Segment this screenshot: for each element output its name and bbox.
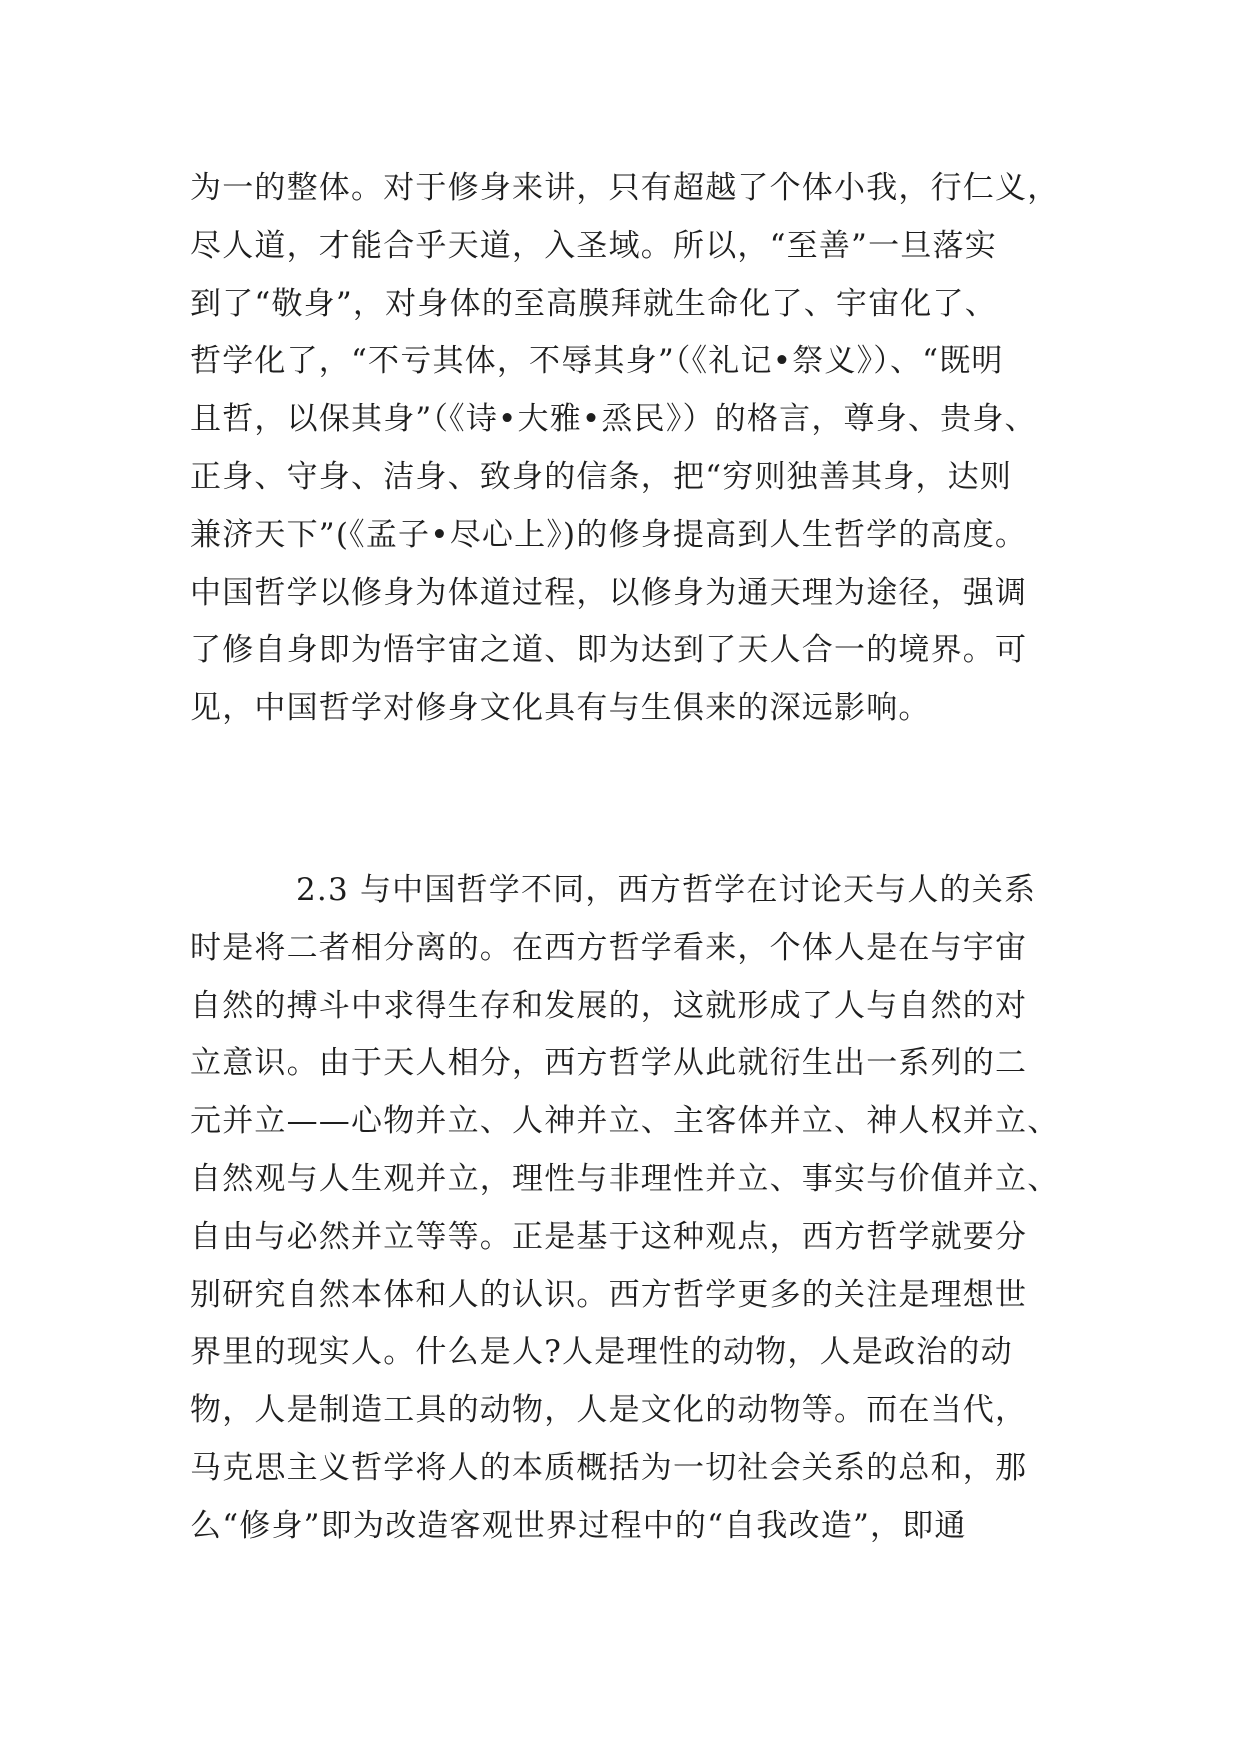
text-line: 么“修身”即为改造客观世界过程中的“自我改造”，即通	[190, 1507, 967, 1544]
text-line: 正身、守身、洁身、致身的信条，把“穷则独善其身，达则	[190, 458, 1013, 495]
text-line: 自然观与人生观并立，理性与非理性并立、事实与价值并立、	[190, 1160, 1060, 1197]
text-line: 别研究自然本体和人的认识。西方哲学更多的关注是理想世	[190, 1276, 1028, 1313]
text-line: 哲学化了，“不亏其体，不辱其身”（《礼记•祭义》）、“既明	[190, 343, 1004, 380]
text-line: 自然的搏斗中求得生存和发展的，这就形成了人与自然的对	[190, 987, 1028, 1024]
text-line: 兼济天下”(《孟子•尽心上》)的修身提高到人生哲学的高度。	[190, 516, 1028, 553]
text-line: 界里的现实人。什么是人?人是理性的动物，人是政治的动	[190, 1334, 1013, 1371]
text-line: 自由与必然并立等等。正是基于这种观点，西方哲学就要分	[190, 1218, 1028, 1255]
text-line: 且哲，以保其身”（《诗•大雅•烝民》）的格言，尊身、贵身、	[190, 401, 1037, 438]
text-line: 尽人道，才能合乎天道，入圣域。所以，“至善”一旦落实	[190, 227, 997, 264]
text-line: 立意识。由于天人相分，西方哲学从此就衍生出一系列的二	[190, 1045, 1028, 1082]
text-line: 时是将二者相分离的。在西方哲学看来，个体人是在与宇宙	[190, 929, 1028, 966]
text-line: 到了“敬身”，对身体的至高膜拜就生命化了、宇宙化了、	[190, 285, 997, 322]
paragraph-section-2-3-western-philosophy	[190, 862, 1070, 1556]
paragraph-self-cultivation-chinese-philosophy	[190, 160, 1070, 738]
text-line: 中国哲学以修身为体道过程，以修身为通天理为途径，强调	[190, 574, 1028, 611]
text-line: 元并立——心物并立、人神并立、主客体并立、神人权并立、	[190, 1103, 1060, 1140]
text-line: 马克思主义哲学将人的本质概括为一切社会关系的总和，那	[190, 1449, 1028, 1486]
text-line: 了修自身即为悟宇宙之道、即为达到了天人合一的境界。可	[190, 632, 1028, 669]
text-line: 见，中国哲学对修身文化具有与生俱来的深远影响。	[190, 690, 931, 727]
text-line: 物，人是制造工具的动物，人是文化的动物等。而在当代，	[190, 1392, 1028, 1429]
text-line: 为一的整体。对于修身来讲，只有超越了个体小我，行仁义，	[190, 170, 1060, 206]
text-line-first-indented: 2.3 与中国哲学不同，西方哲学在讨论天与人的关系	[296, 872, 1037, 908]
